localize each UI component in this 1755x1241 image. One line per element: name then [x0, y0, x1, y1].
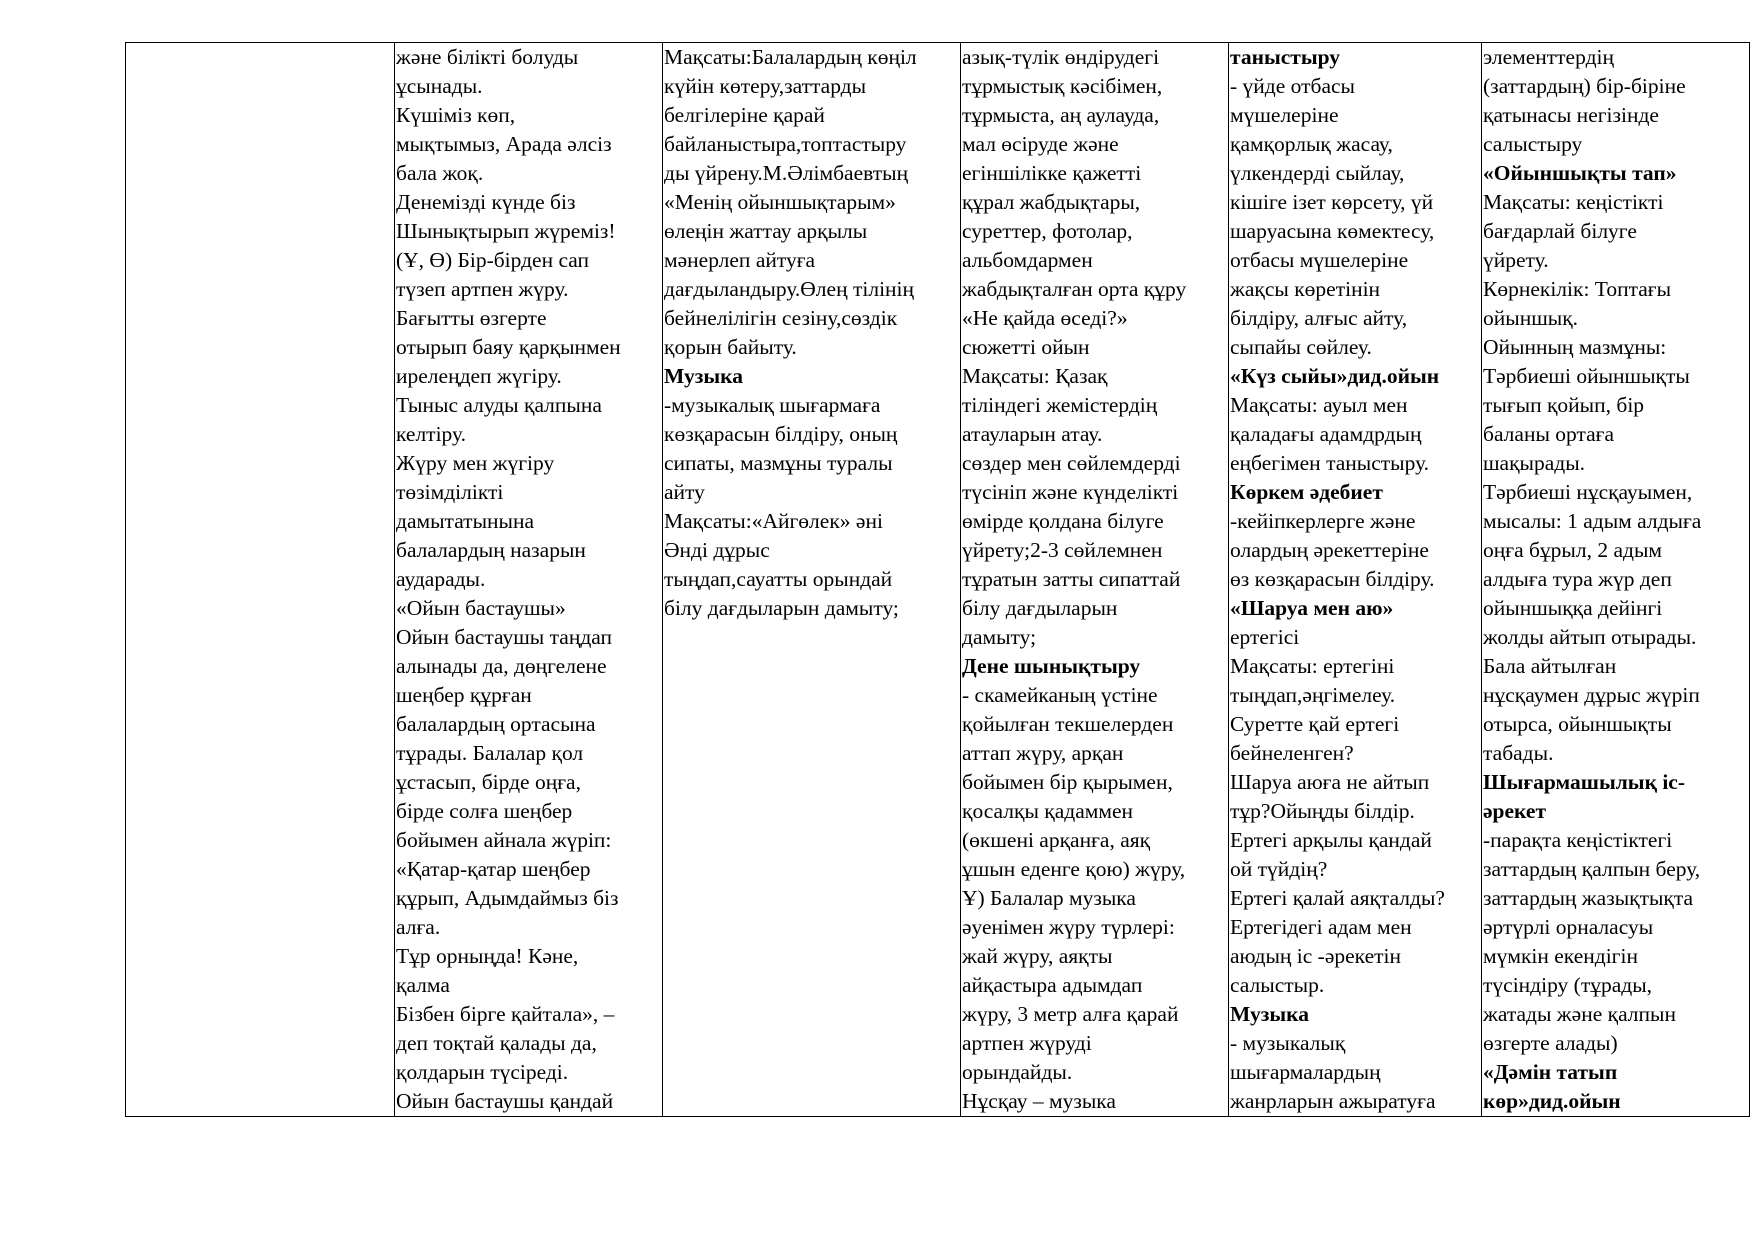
text-line: әуенімен жүру түрлері:: [962, 915, 1175, 939]
text-line: білу дағдыларын: [962, 596, 1118, 620]
table-cell-family-literature-music: [1229, 43, 1482, 1117]
text-line: қалма: [396, 973, 450, 997]
text-line: орындайды.: [962, 1060, 1073, 1084]
text-line: өзгерте алады): [1483, 1031, 1618, 1055]
heading-line: әрекет: [1483, 799, 1546, 823]
text-line: (өкшені арқанға, аяқ: [962, 828, 1151, 852]
text-line: Жүру мен жүгіру: [396, 451, 555, 475]
table-cell-goals-music: [663, 43, 961, 1117]
text-line: қолдарын түсіреді.: [396, 1060, 569, 1084]
text-line: алынады да, дөңгелене: [396, 654, 607, 678]
text-line: үйрету.: [1483, 248, 1549, 272]
text-line: Шынықтырып жүреміз!: [396, 219, 616, 243]
text-line: Мақсаты: кеңістікті: [1483, 190, 1664, 214]
text-line: құрал жабдықтары,: [962, 190, 1141, 214]
text-line: сөздер мен сөйлемдерді: [962, 451, 1181, 475]
text-line: көзқарасын білдіру, оның: [664, 422, 898, 446]
text-line: «Қатар-қатар шеңбер: [396, 857, 591, 881]
text-line: - музыкалық: [1230, 1031, 1346, 1055]
text-line: Шаруа аюға не айтып: [1230, 770, 1430, 794]
heading-line: «Күз сыйы»дид.ойын: [1230, 364, 1440, 388]
text-line: тұратын затты сипаттай: [962, 567, 1181, 591]
text-line: айқастыра адымдап: [962, 973, 1143, 997]
text-line: Ертегідегі адам мен: [1230, 915, 1412, 939]
text-line: әртүрлі орналасуы: [1483, 915, 1654, 939]
text-line: жолды айтып отырады.: [1483, 625, 1697, 649]
heading-line: «Шаруа мен аю»: [1230, 596, 1394, 620]
heading-line: «Дәмін татып: [1483, 1060, 1618, 1084]
text-line: Көрнекілік: Топтағы: [1483, 277, 1672, 301]
text-line: шақырады.: [1483, 451, 1586, 475]
text-line: бойымен айнала жүріп:: [396, 828, 612, 852]
text-line: отбасы мүшелеріне: [1230, 248, 1409, 272]
text-line: Ойын бастаушы таңдап: [396, 625, 613, 649]
text-line: бағдарлай білуге: [1483, 219, 1637, 243]
text-line: өмірде қолдана білуге: [962, 509, 1164, 533]
text-line: мықтымыз, Арада әлсіз: [396, 132, 612, 156]
text-line: табады.: [1483, 741, 1554, 765]
text-line: Мақсаты: Қазақ: [962, 364, 1108, 388]
text-line: азық-түлік өндірудегі: [962, 45, 1160, 69]
text-line: мүмкін екендігін: [1483, 944, 1638, 968]
text-line: суреттер, фотолар,: [962, 219, 1133, 243]
text-line: отырса, ойыншықты: [1483, 712, 1672, 736]
text-line: ды үйрену.М.Әлімбаевтың: [664, 161, 909, 185]
text-line: күйін көтеру,заттарды: [664, 74, 867, 98]
text-line: Тәрбиеші нұсқауымен,: [1483, 480, 1693, 504]
text-line: білу дағдыларын дамыту;: [664, 596, 899, 620]
text-line: Тәрбиеші ойыншықты: [1483, 364, 1690, 388]
text-line: - үйде отбасы: [1230, 74, 1355, 98]
text-line: Тыныс алуды қалпына: [396, 393, 602, 417]
plan-table: [125, 42, 1750, 1117]
text-line: Ойын бастаушы қандай: [396, 1089, 614, 1113]
text-line: элементтердің: [1483, 45, 1614, 69]
text-line: өлеңін жаттау арқылы: [664, 219, 868, 243]
text-line: қатынасы негізінде: [1483, 103, 1659, 127]
text-line: тіліндегі жемістердің: [962, 393, 1158, 417]
table-cell-empty: [126, 43, 395, 1117]
text-line: Бала айтылған: [1483, 654, 1617, 678]
text-line: аюдың іс -әрекетін: [1230, 944, 1401, 968]
text-line: Денемізді күнде біз: [396, 190, 576, 214]
text-line: тыңдап,сауатты орындай: [664, 567, 893, 591]
text-line: (заттардың) бір-біріне: [1483, 74, 1686, 98]
text-line: бірде солға шеңбер: [396, 799, 573, 823]
text-line: балалардың назарын: [396, 538, 586, 562]
text-line: тұрмыстық кәсібімен,: [962, 74, 1163, 98]
text-line: (Ұ, Ө) Бір-бірден сап: [396, 248, 590, 272]
text-line: байланыстыра,топтастыру: [664, 132, 907, 156]
text-line: салыстыр.: [1230, 973, 1325, 997]
text-line: баланы ортаға: [1483, 422, 1615, 446]
text-line: жай жүру, аяқты: [962, 944, 1113, 968]
text-line: Мақсаты:Балалардың көңіл: [664, 45, 917, 69]
heading-line: Шығармашылық іс-: [1483, 770, 1686, 794]
text-line: үлкендерді сыйлау,: [1230, 161, 1405, 185]
text-line: белгілеріне қарай: [664, 103, 825, 127]
text-line: жабдықталған орта құру: [962, 277, 1187, 301]
text-line: білдіру, алғыс айту,: [1230, 306, 1408, 330]
heading-line: Дене шынықтыру: [962, 654, 1141, 678]
text-line: деп тоқтай қалады да,: [396, 1031, 597, 1055]
text-line: атауларын атау.: [962, 422, 1103, 446]
text-line: «Менің ойыншықтарым»: [664, 190, 896, 214]
text-line: түзеп артпен жүру.: [396, 277, 569, 301]
heading-line: Музыка: [664, 364, 743, 388]
text-line: еңбегімен таныстыру.: [1230, 451, 1430, 475]
text-line: - скамейканың үстіне: [962, 683, 1158, 707]
text-line: Суретте қай ертегі: [1230, 712, 1400, 736]
text-line: ұстасып, бірде оңға,: [396, 770, 581, 794]
text-line: нұсқаумен дұрыс жүріп: [1483, 683, 1700, 707]
text-line: Мақсаты: ауыл мен: [1230, 393, 1408, 417]
text-line: үйрету;2-3 сөйлемнен: [962, 538, 1163, 562]
text-line: Мақсаты: ертегіні: [1230, 654, 1395, 678]
text-line: ұшын еденге қою) жүру,: [962, 857, 1186, 881]
text-line: мәнерлеп айтуға: [664, 248, 816, 272]
text-line: балалардың ортасына: [396, 712, 596, 736]
heading-line: көр»дид.ойын: [1483, 1089, 1621, 1113]
text-line: түсіндіру (тұрады,: [1483, 973, 1653, 997]
text-line: Ұ) Балалар музыка: [962, 886, 1136, 910]
text-line: тұрады. Балалар қол: [396, 741, 584, 765]
text-line: тұрмыста, аң аулауда,: [962, 103, 1160, 127]
text-line: Бағытты өзгерте: [396, 306, 547, 330]
text-line: жақсы көретінін: [1230, 277, 1381, 301]
heading-line: «Ойыншықты тап»: [1483, 161, 1677, 185]
text-line: ирелеңдеп жүгіру.: [396, 364, 562, 388]
text-line: Ойынның мазмұны:: [1483, 335, 1667, 359]
text-line: қамқорлық жасау,: [1230, 132, 1393, 156]
text-line: алдыға тура жүр деп: [1483, 567, 1672, 591]
text-line: сыпайы сөйлеу.: [1230, 335, 1372, 359]
table-cell-physical-activity: [395, 43, 663, 1117]
text-line: қаладағы адамдрдың: [1230, 422, 1422, 446]
text-line: ертегісі: [1230, 625, 1300, 649]
text-line: -парақта кеңістіктегі: [1483, 828, 1673, 852]
text-line: қойылған текшелерден: [962, 712, 1174, 736]
text-line: бейнелілігін сезіну,сөздік: [664, 306, 898, 330]
text-line: тыңдап,әңгімелеу.: [1230, 683, 1396, 707]
heading-line: Музыка: [1230, 1002, 1309, 1026]
text-line: айту: [664, 480, 705, 504]
text-line: тығып қойып, бір: [1483, 393, 1645, 417]
text-line: ой түйдің?: [1230, 857, 1328, 881]
text-line: тұр?Ойыңды білдір.: [1230, 799, 1415, 823]
text-line: Тұр орныңда! Кәне,: [396, 944, 579, 968]
text-line: Бізбен бірге қайтала», –: [396, 1002, 615, 1026]
text-line: -кейіпкерлерге және: [1230, 509, 1416, 533]
text-line: өз көзқарасын білдіру.: [1230, 567, 1435, 591]
text-line: олардың әрекеттеріне: [1230, 538, 1429, 562]
text-line: жанрларын ажыратуға: [1230, 1089, 1436, 1113]
text-line: ойыншық.: [1483, 306, 1579, 330]
table-cell-spatial-games: [1482, 43, 1750, 1117]
text-line: төзімділікті: [396, 480, 504, 504]
text-line: құрып, Адымдаймыз біз: [396, 886, 619, 910]
text-line: «Не қайда өседі?»: [962, 306, 1128, 330]
text-line: дамыту;: [962, 625, 1037, 649]
text-line: мал өсіруде және: [962, 132, 1119, 156]
text-line: түсініп және күнделікті: [962, 480, 1179, 504]
text-line: Ертегі арқылы қандай: [1230, 828, 1432, 852]
text-line: мысалы: 1 адым алдыға: [1483, 509, 1702, 533]
text-line: кішіге ізет көрсету, үй: [1230, 190, 1434, 214]
text-line: келтіру.: [396, 422, 466, 446]
text-line: Ертегі қалай аяқталды?: [1230, 886, 1445, 910]
text-line: салыстыру: [1483, 132, 1583, 156]
text-line: -музыкалық шығармаға: [664, 393, 881, 417]
text-line: отырып баяу қарқынмен: [396, 335, 621, 359]
text-line: жатады және қалпын: [1483, 1002, 1676, 1026]
text-line: қорын байыту.: [664, 335, 797, 359]
text-line: ойыншыққа дейінгі: [1483, 596, 1663, 620]
heading-line: Көркем әдебиет: [1230, 480, 1383, 504]
text-line: жүру, 3 метр алға қарай: [962, 1002, 1179, 1026]
text-line: дамытатынына: [396, 509, 535, 533]
text-line: бейнеленген?: [1230, 741, 1354, 765]
text-line: аттап жүру, арқан: [962, 741, 1124, 765]
text-line: оңға бұрыл, 2 адым: [1483, 538, 1663, 562]
text-line: алға.: [396, 915, 441, 939]
table-cell-environment-pe: [961, 43, 1229, 1117]
text-line: дағдыландыру.Өлең тілінің: [664, 277, 915, 301]
text-line: сюжетті ойын: [962, 335, 1090, 359]
text-line: ұсынады.: [396, 74, 483, 98]
text-line: және білікті болуды: [396, 45, 579, 69]
text-line: Күшіміз көп,: [396, 103, 516, 127]
table-row: [126, 43, 1750, 1117]
text-line: шаруасына көмектесу,: [1230, 219, 1435, 243]
text-line: заттардың жазықтықта: [1483, 886, 1694, 910]
text-line: бойымен бір қырымен,: [962, 770, 1173, 794]
text-line: шығармалардың: [1230, 1060, 1381, 1084]
text-line: егіншілікке қажетті: [962, 161, 1142, 185]
text-line: Нұсқау – музыка: [962, 1089, 1116, 1113]
text-line: бала жоқ.: [396, 161, 484, 185]
heading-line: таныстыру: [1230, 45, 1341, 69]
text-line: Әнді дұрыс: [664, 538, 770, 562]
text-line: мүшелеріне: [1230, 103, 1339, 127]
text-line: «Ойын бастаушы»: [396, 596, 566, 620]
text-line: Мақсаты:«Айгөлек» әні: [664, 509, 883, 533]
text-line: аударады.: [396, 567, 486, 591]
text-line: заттардың қалпын беру,: [1483, 857, 1701, 881]
text-line: сипаты, мазмұны туралы: [664, 451, 893, 475]
text-line: альбомдармен: [962, 248, 1093, 272]
text-line: шеңбер құрған: [396, 683, 532, 707]
text-line: қосалқы қадаммен: [962, 799, 1133, 823]
text-line: артпен жүруді: [962, 1031, 1092, 1055]
